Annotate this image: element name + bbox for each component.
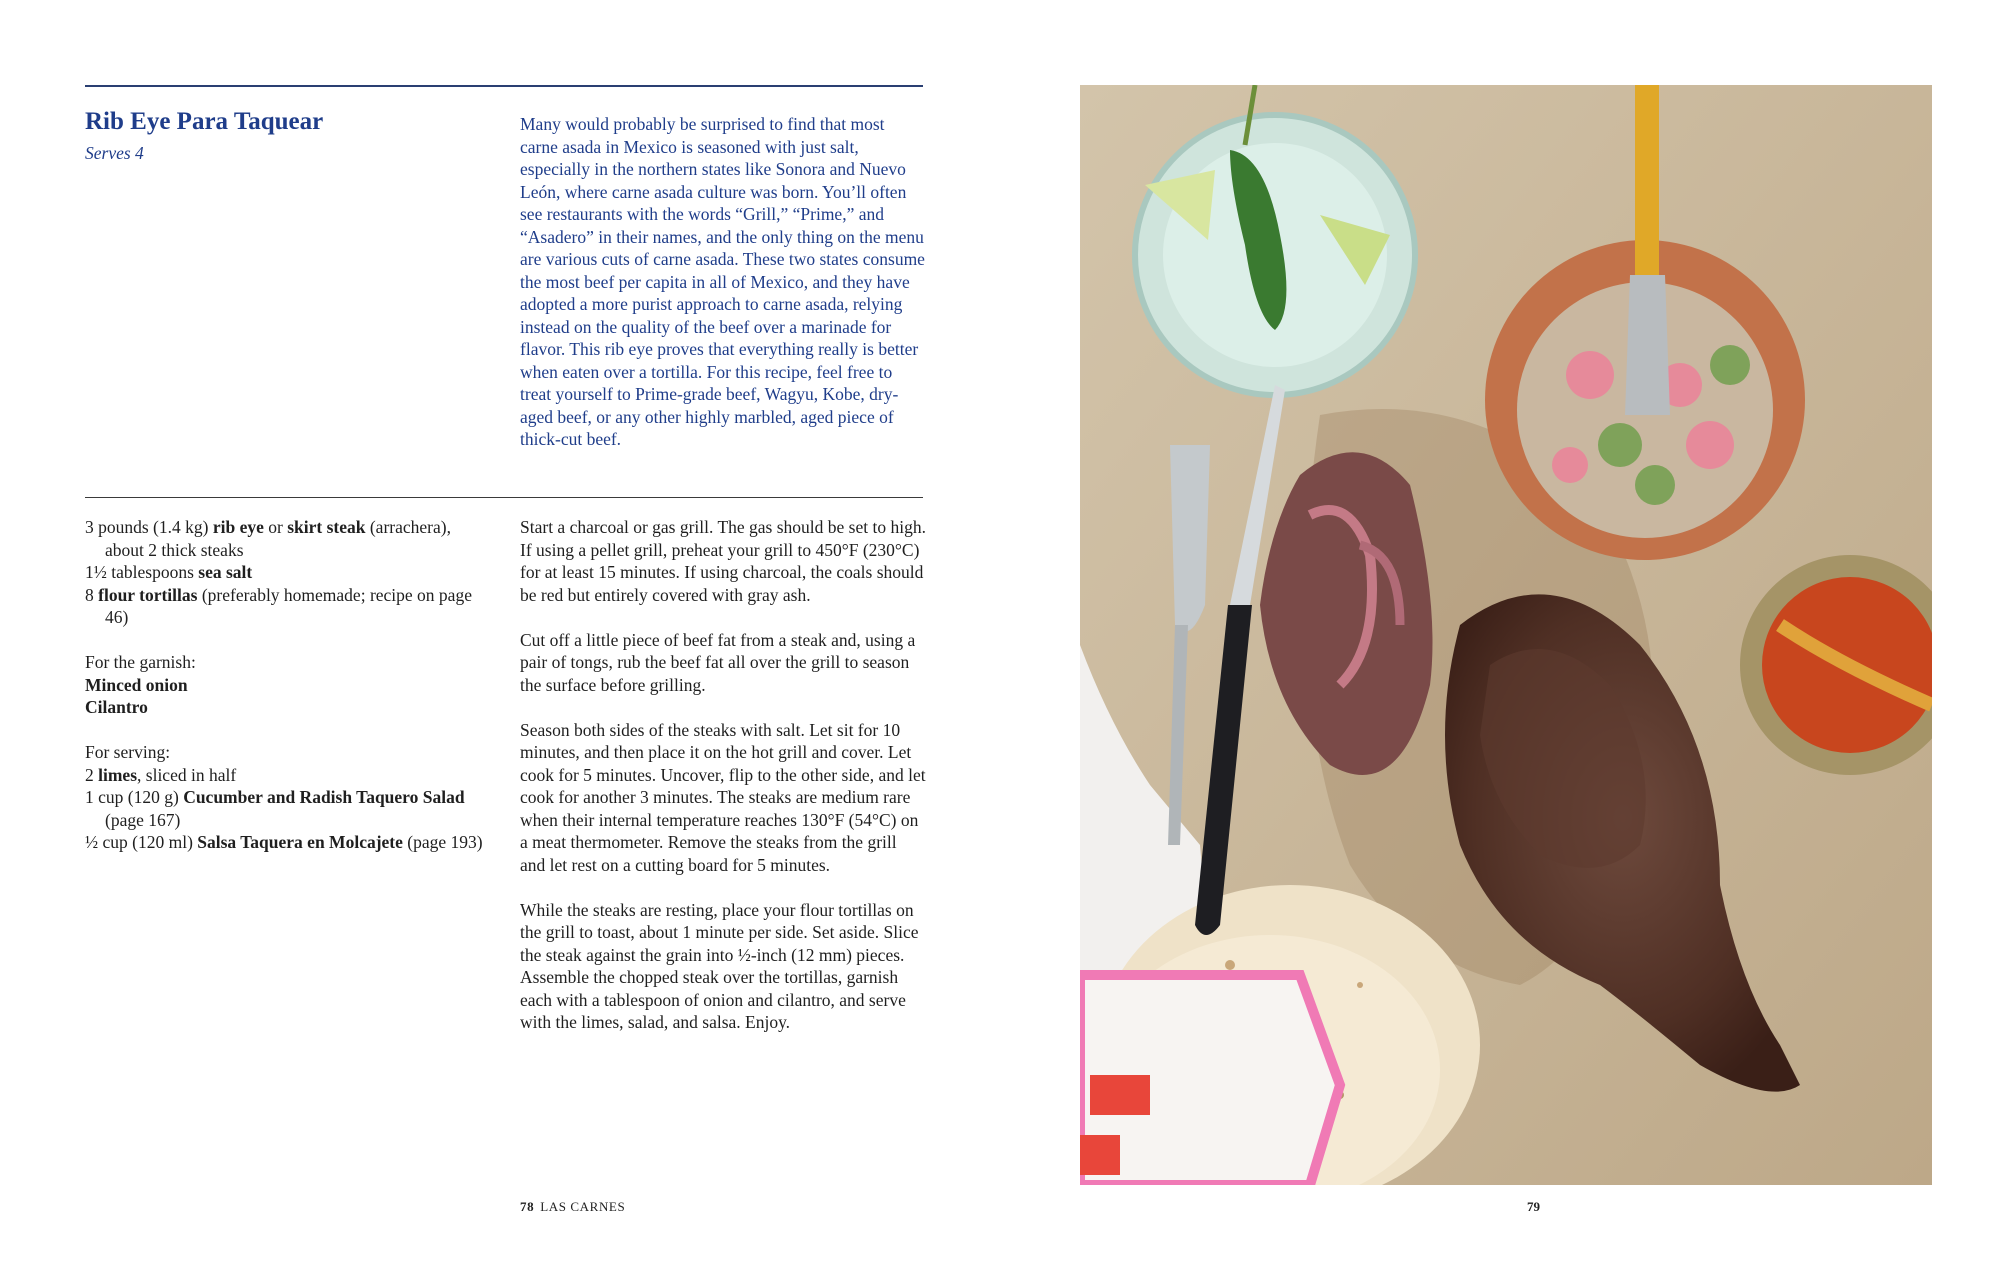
left-page-folio bbox=[520, 1199, 625, 1215]
serving-item-salad: 1 cup (120 g) Cucumber and Radish Taquero Salad (page 167) bbox=[85, 787, 465, 830]
method-step: Season both sides of the steaks with salt. Let sit for 10 minutes, and then place it on the hot grill and cover. Let cook for 5 minutes. Uncover, flip to the other side, and let cook for another 3 minutes. The steaks are medium rare when their internal temperature reaches 130°F (54°C) on a meat thermometer. Remove the steaks from the grill and let rest on a cutting board for 5 minutes. bbox=[520, 719, 926, 875]
serves-note: Serves 4 bbox=[85, 143, 144, 163]
garnish-item: Minced onion bbox=[85, 674, 188, 695]
ingredient-flour-tortillas: 8 flour tortillas (preferably homemade; recipe on page 46) bbox=[85, 584, 472, 627]
fork-handle bbox=[1635, 85, 1659, 275]
ingredient-sea-salt: 1½ tablespoons sea salt bbox=[85, 562, 253, 582]
recipe-intro: Many would probably be surprised to find that most carne asada in Mexico is seasoned with just salt, especially in the northern states like Sonora and Nuevo León, where carne asada culture was born. You’ll often see restaurants with the words “Grill,” “Prime,” and “Asadero” in their names, and the only thing on the menu are various cuts of carne asada. These two states consume the most beef per capita in all of Mexico, and they have adopted a more purist approach to carne asada, relying instead on the quality of the beef over a marinade for flavor. This rib eye proves that everything really is better when eaten over a tortilla. For this recipe, feel free to treat yourself to Prime-grade beef, Wagyu, Kobe, dry-aged beef, or any other highly marbled, aged piece of thick-cut beef. bbox=[520, 114, 925, 449]
method-step: Start a charcoal or gas grill. The gas should be set to high. If using a pellet grill, preheat your grill to 450°F (230°C) for at least 15 minutes. If using charcoal, the coals should be red but entirely covered with gray ash. bbox=[520, 517, 926, 605]
ingredient-rib-eye: 3 pounds (1.4 kg) rib eye or skirt steak (arrachera), about 2 thick steaks bbox=[85, 517, 451, 560]
section-rule bbox=[85, 497, 923, 498]
serving-item-salsa: ½ cup (120 ml) Salsa Taquera en Molcajete (page 193) bbox=[85, 832, 483, 852]
garnish-item: Cilantro bbox=[85, 697, 148, 717]
method-step: Cut off a little piece of beef fat from a steak and, using a pair of tongs, rub the beef fat all over the grill to season the surface before grilling. bbox=[520, 629, 916, 695]
recipe-title: Rib Eye Para Taquear bbox=[85, 108, 324, 135]
section-name: LAS CARNES bbox=[540, 1199, 626, 1214]
method-steps bbox=[520, 516, 926, 1056]
rib-eye-photo bbox=[1080, 85, 1932, 1185]
garnish-heading: For the garnish: bbox=[85, 652, 196, 672]
right-page-number: 79 bbox=[1527, 1199, 1540, 1214]
serving-heading: For serving: bbox=[85, 742, 171, 762]
ingredients-list bbox=[85, 516, 485, 854]
fork bbox=[1170, 445, 1210, 632]
method-step: While the steaks are resting, place your flour tortillas on the grill to toast, about 1 minute per side. Set aside. Slice the steak against the grain into ½-inch (12 mm) pieces. Assemble the chopped steak over the tortillas, garnish each with a tablespoon of onion and cilantro, and serve with the limes, salad, and salsa. Enjoy. bbox=[520, 899, 919, 1032]
top-rule bbox=[85, 85, 923, 87]
page-number: 78 bbox=[520, 1199, 535, 1214]
serving-item-limes: 2 limes, sliced in half bbox=[85, 764, 237, 785]
